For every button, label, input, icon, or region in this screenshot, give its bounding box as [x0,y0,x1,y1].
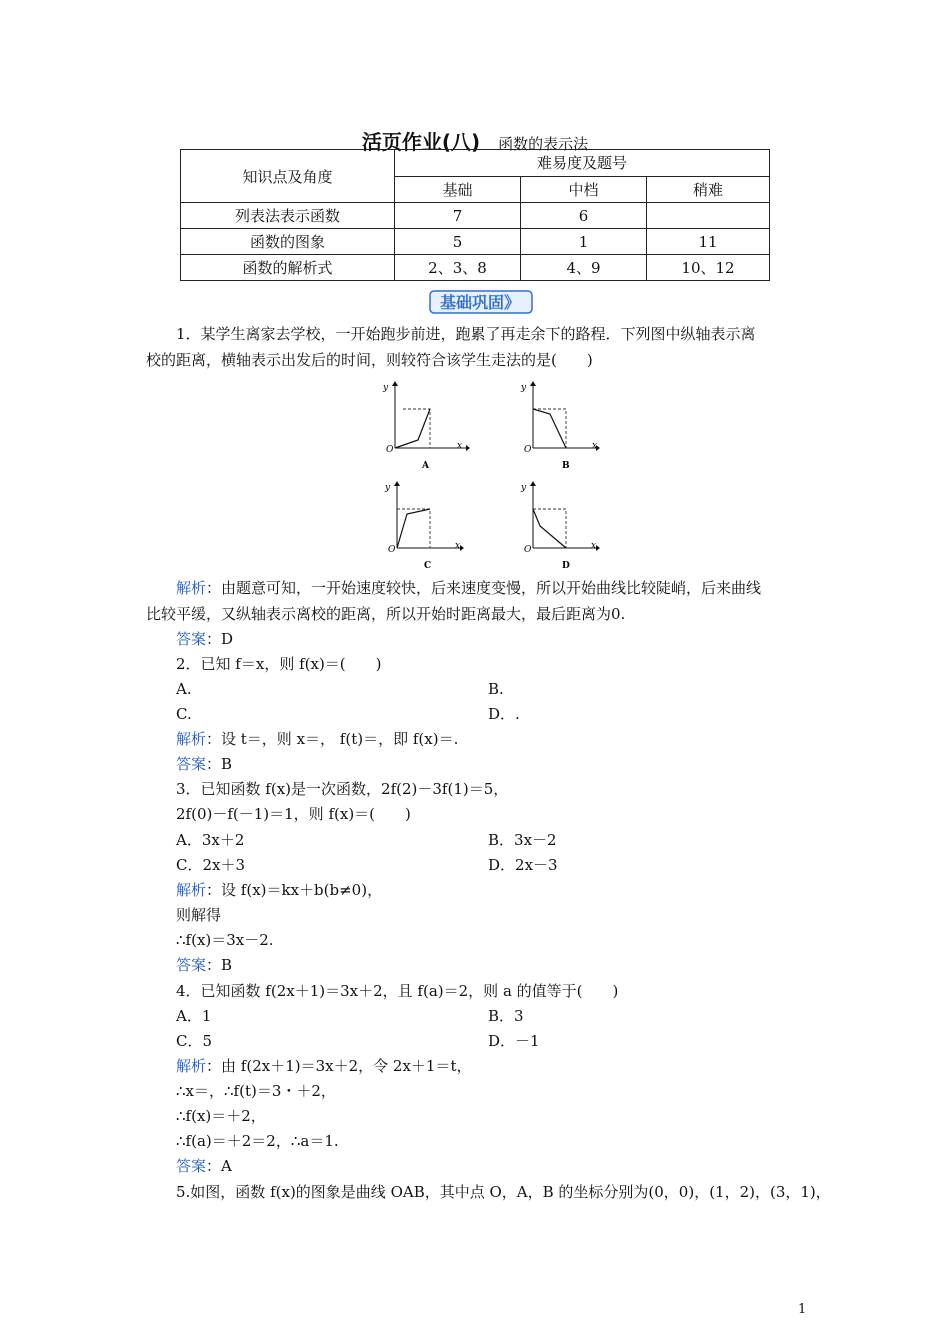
table-row [181,203,770,229]
q2-option-c: C. [176,705,192,723]
q4-option-a: A．1 [176,1007,212,1025]
graph-a [380,378,470,470]
origin-label: O [524,445,532,455]
q4-option-c: C．5 [176,1032,213,1050]
table-cell: 11 [647,229,770,255]
table-cell: 函数的解析式 [181,255,395,281]
graph-curve [395,409,430,448]
x-label: x [591,541,597,551]
q4-analysis-line3: ∴f(x)＝＋2， [176,1107,266,1125]
q2-stem: 2．已知 f＝x，则 f(x)＝( ) [176,655,382,673]
table-head-topic: 知识点及角度 [181,150,395,203]
q3-option-a: A．3x＋2 [176,831,245,849]
table-cell [647,203,770,229]
x-axis-arrow [460,545,464,551]
answer-label: 答案 [176,956,207,974]
x-axis-arrow [466,445,470,451]
banner-text: 基础巩固》 [440,293,521,312]
table-level-basic: 基础 [395,176,521,203]
q1-stem-line2: 校的距离，横轴表示出发后的时间，则较符合该学生走法的是( ) [146,351,593,369]
answer-label: 答案 [176,755,207,773]
graph-label: D [562,561,570,570]
guide-dashes [533,409,566,448]
graph-c [382,476,472,570]
table-cell: 6 [521,203,647,229]
q2-answer: 答案：B [176,755,233,773]
table-cell: 4、9 [521,255,647,281]
q3-analysis-line1: 解析：设 f(x)＝kx＋b(b≠0)， [176,881,383,899]
table-row [181,229,770,255]
table-cell: 列表法表示函数 [181,203,395,229]
graph-curve [533,509,566,548]
table-cell: 5 [395,229,521,255]
q3-option-c: C．2x＋3 [176,856,246,874]
q1-analysis-line1: 解析：由题意可知，一开始速度较快，后来速度变慢，所以开始曲线比较陡峭，后来曲线 [176,579,762,597]
q4-analysis-line1: 解析：由 f(2x＋1)＝3x＋2，令 2x＋1＝t， [176,1057,472,1075]
answer-label: 答案 [176,1157,207,1175]
analysis-label: 解析 [176,579,207,597]
table-level-mid: 中档 [521,176,647,203]
table-cell: 10、12 [647,255,770,281]
y-axis-arrow [392,381,398,386]
origin-label: O [386,445,394,455]
guide-dashes [403,409,430,448]
y-axis-arrow [530,481,536,486]
table-cell: 函数的图象 [181,229,395,255]
q3-stem-line2: 2f(0)－f(－1)＝1，则 f(x)＝( ) [176,805,411,823]
q5-stem: 5.如图，函数 f(x)的图象是曲线 OAB，其中点 O，A，B 的坐标分别为(0，0)，(1，2)，(3，1)， [176,1183,831,1201]
q4-analysis-line2: ∴x＝，∴f(t)＝3・＋2， [176,1082,336,1100]
q2-option-a: A. [176,680,192,698]
q2-analysis: 解析：设 t＝，则 x＝， f(t)＝，即 f(x)＝. [176,730,459,748]
table-row [181,255,770,281]
y-axis-arrow [530,381,536,386]
x-axis-arrow [596,545,600,551]
answer-label: 答案 [176,630,207,648]
graph-b [518,378,608,470]
graph-curve [397,509,430,548]
table-cell: 1 [521,229,647,255]
worksheet-subtitle: 函数的表示法 [498,135,589,153]
q4-option-d: D．－1 [488,1032,540,1050]
graph-d [518,476,608,570]
page-number: 1 [798,1302,807,1317]
q3-answer: 答案：B [176,956,233,974]
worksheet-title: 活页作业(八) [361,130,481,154]
origin-label: O [524,545,532,555]
y-label: y [385,483,391,493]
q3-option-b: B．3x－2 [488,831,557,849]
q3-stem-line1: 3．已知函数 f(x)是一次函数，2f(2)－3f(1)＝5， [176,780,509,798]
q3-option-d: D．2x－3 [488,856,558,874]
q4-analysis-line4: ∴f(a)＝＋2＝2，∴a＝1. [176,1132,339,1150]
q4-option-b: B．3 [488,1007,524,1025]
q4-stem: 4．已知函数 f(2x＋1)＝3x＋2，且 f(a)＝2，则 a 的值等于( ) [176,982,619,1000]
q2-option-b: B. [488,680,504,698]
table-head-difficulty: 难易度及题号 [395,150,770,177]
guide-dashes [397,509,430,548]
guide-dashes [533,509,566,548]
x-label: x [457,441,463,451]
graph-label: C [424,561,432,570]
section-banner [428,288,552,316]
x-label: x [592,441,598,451]
q1-stem-line1: 1．某学生离家去学校，一开始跑步前进，跑累了再走余下的路程．下列图中纵轴表示离 [176,325,756,343]
q3-analysis-line3: ∴f(x)＝3x－2. [176,931,274,949]
q1-analysis-line2: 比较平缓，又纵轴表示离校的距离，所以开始时距离最大，最后距离为0. [146,605,626,623]
difficulty-table [180,149,770,281]
analysis-label: 解析 [176,1057,207,1075]
y-label: y [383,383,389,393]
graph-label: A [422,461,429,470]
q1-answer: 答案：D [176,630,234,648]
origin-label: O [388,545,396,555]
table-level-hard: 稍难 [647,176,770,203]
q2-option-d: D．. [488,705,520,723]
table-cell: 2、3、8 [395,255,521,281]
graph-curve [533,409,566,448]
y-label: y [521,483,527,493]
graph-label: B [562,461,570,470]
q4-answer: 答案：A [176,1157,232,1175]
analysis-label: 解析 [176,881,207,899]
y-axis-arrow [394,481,400,486]
table-cell: 7 [395,203,521,229]
analysis-label: 解析 [176,730,207,748]
x-label: x [455,541,461,551]
q3-analysis-line2: 则解得 [176,906,222,924]
y-label: y [521,383,527,393]
